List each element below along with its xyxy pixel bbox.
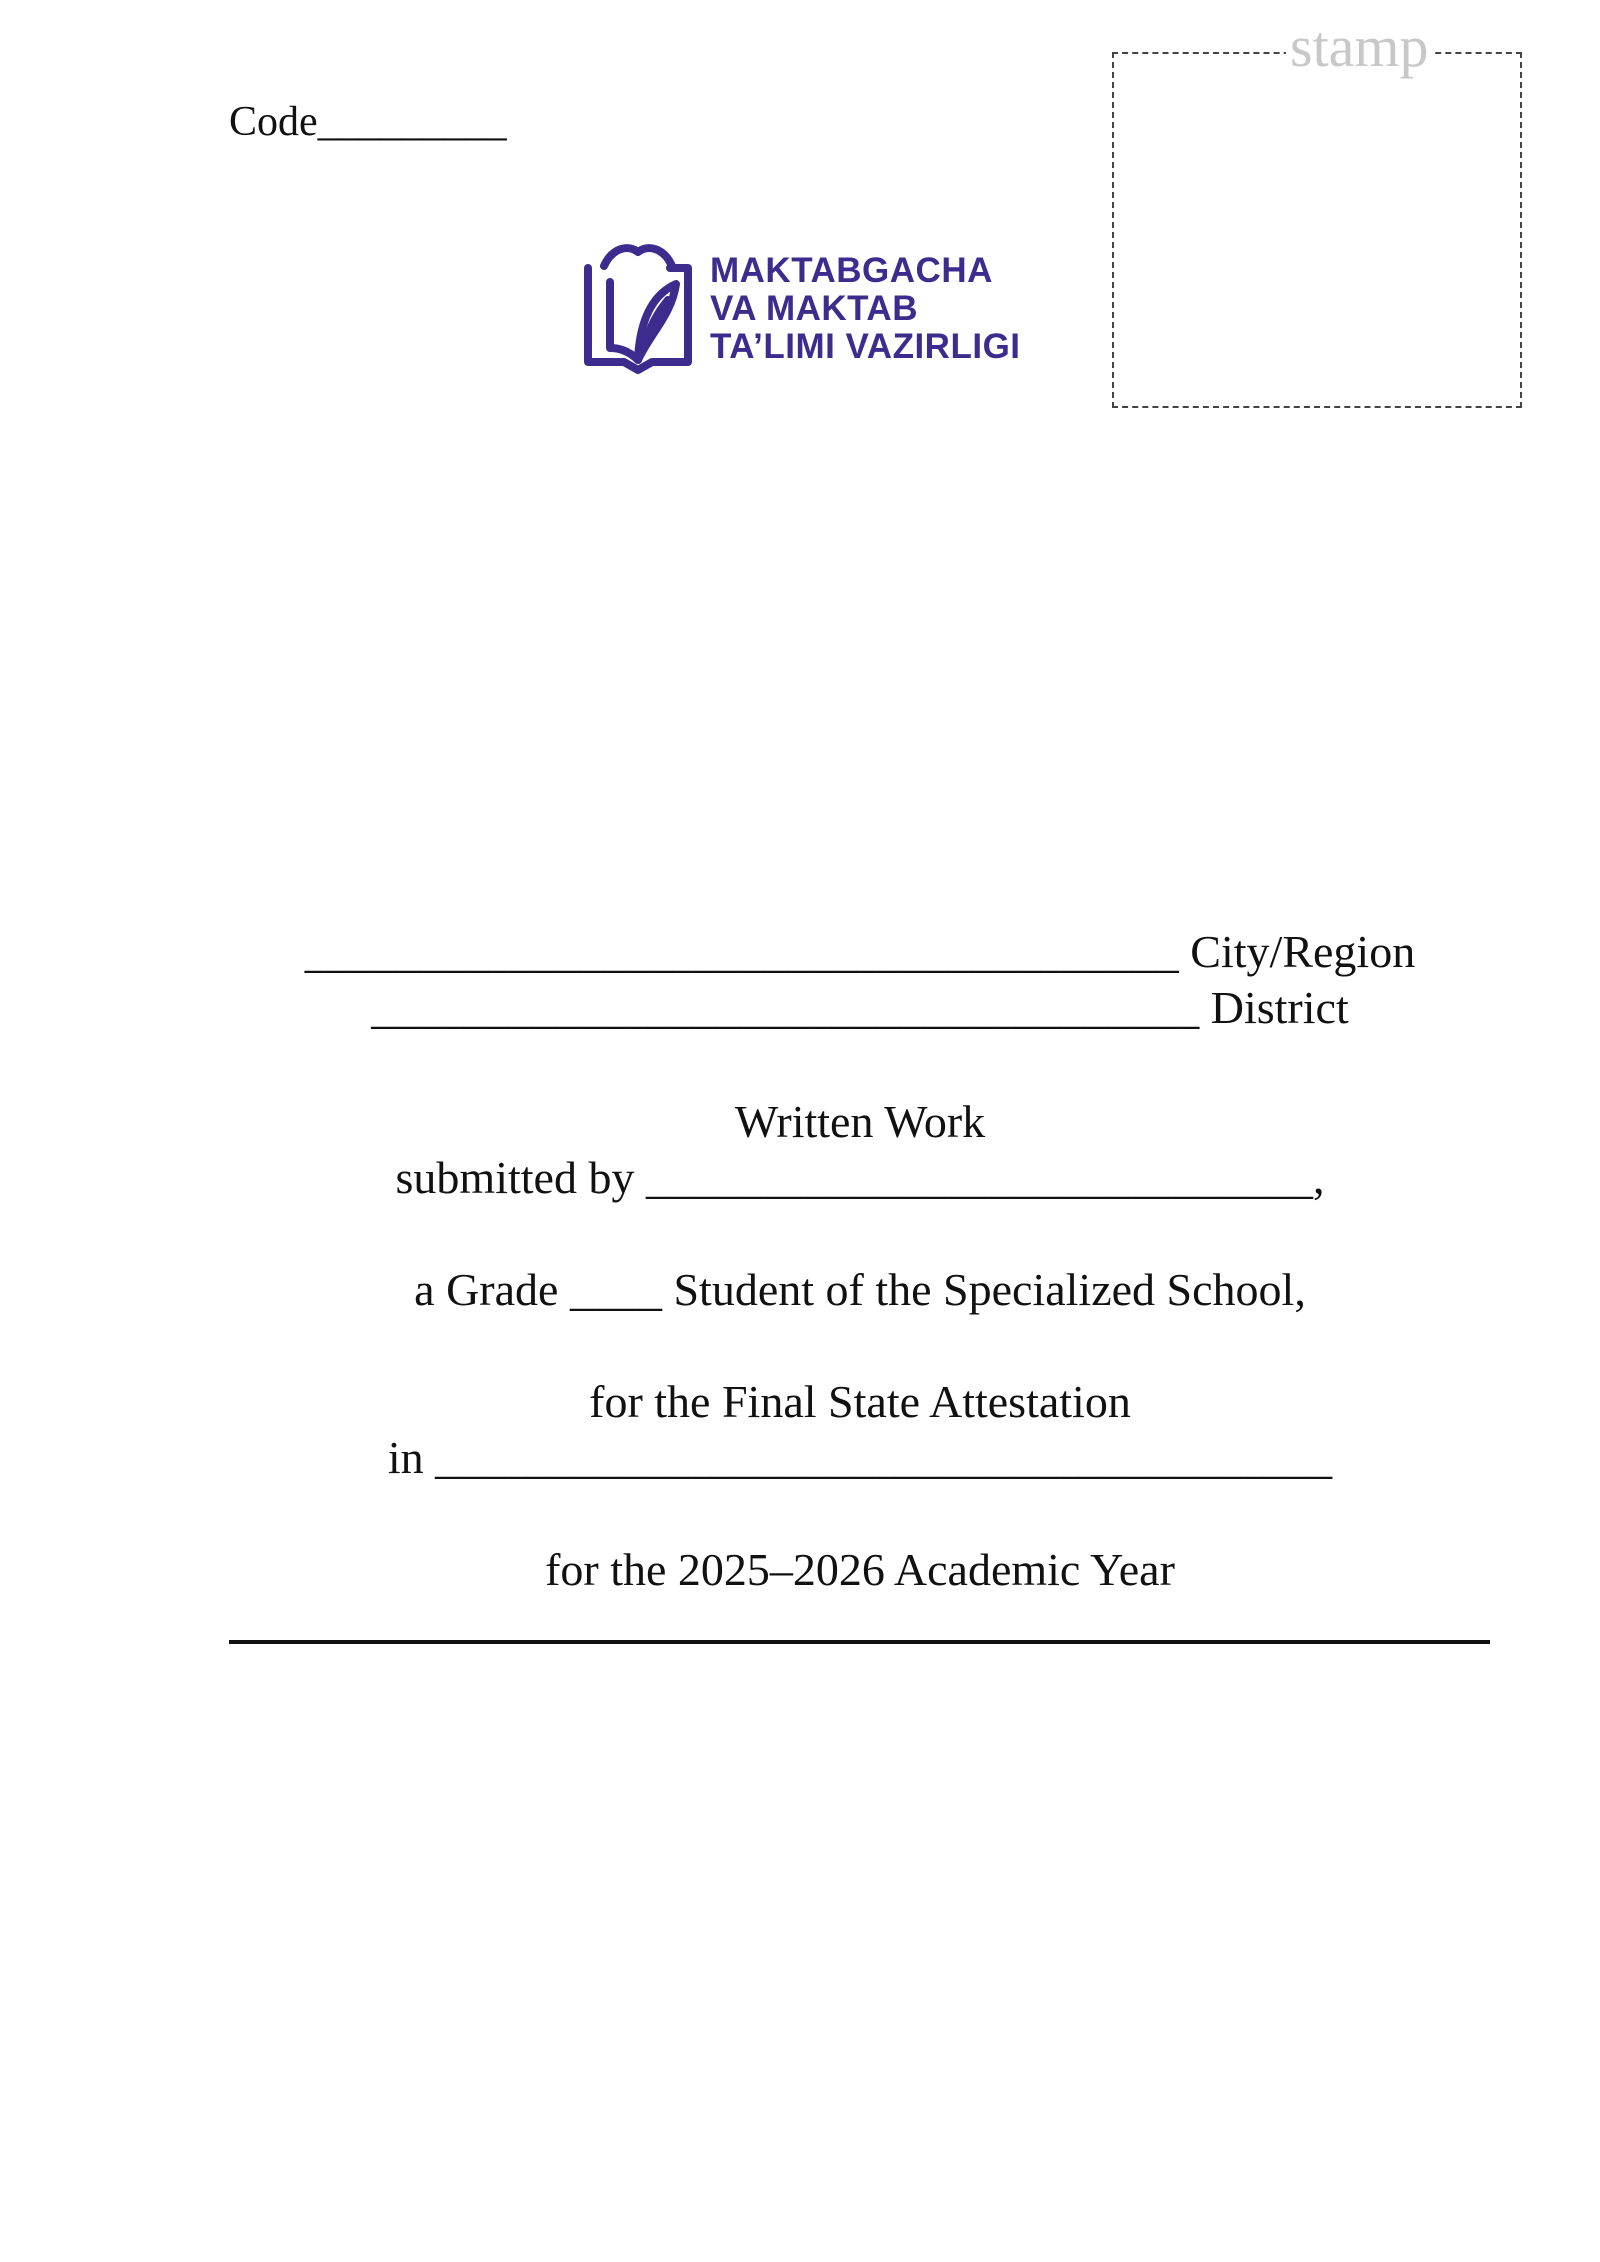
book-leaf-icon <box>580 238 700 378</box>
code-field: Code_________ <box>229 99 507 145</box>
district-line: ____________________________________ District <box>371 982 1349 1033</box>
document-title: Written Work <box>734 1096 986 1147</box>
logo-line-1: MAKTABGACHA <box>710 251 993 290</box>
subject-line: in _______________________________________ <box>387 1432 1333 1483</box>
ministry-logo <box>580 238 1040 378</box>
bottom-divider <box>229 1640 1490 1644</box>
grade-line: a Grade ____ Student of the Specialized School, <box>414 1264 1306 1315</box>
city-region-line: ______________________________________ City/Region <box>304 926 1416 977</box>
academic-year-line: for the 2025–2026 Academic Year <box>545 1544 1175 1595</box>
submitted-by-line: submitted by _____________________________, <box>395 1152 1325 1203</box>
logo-wordmark <box>710 252 1021 366</box>
stamp-box <box>1112 52 1522 408</box>
stamp-label: stamp <box>1286 12 1433 82</box>
logo-line-2: VA MAKTAB <box>710 289 918 328</box>
attestation-line: for the Final State Attestation <box>589 1376 1131 1427</box>
logo-line-3: TA’LIMI VAZIRLIGI <box>710 327 1021 366</box>
